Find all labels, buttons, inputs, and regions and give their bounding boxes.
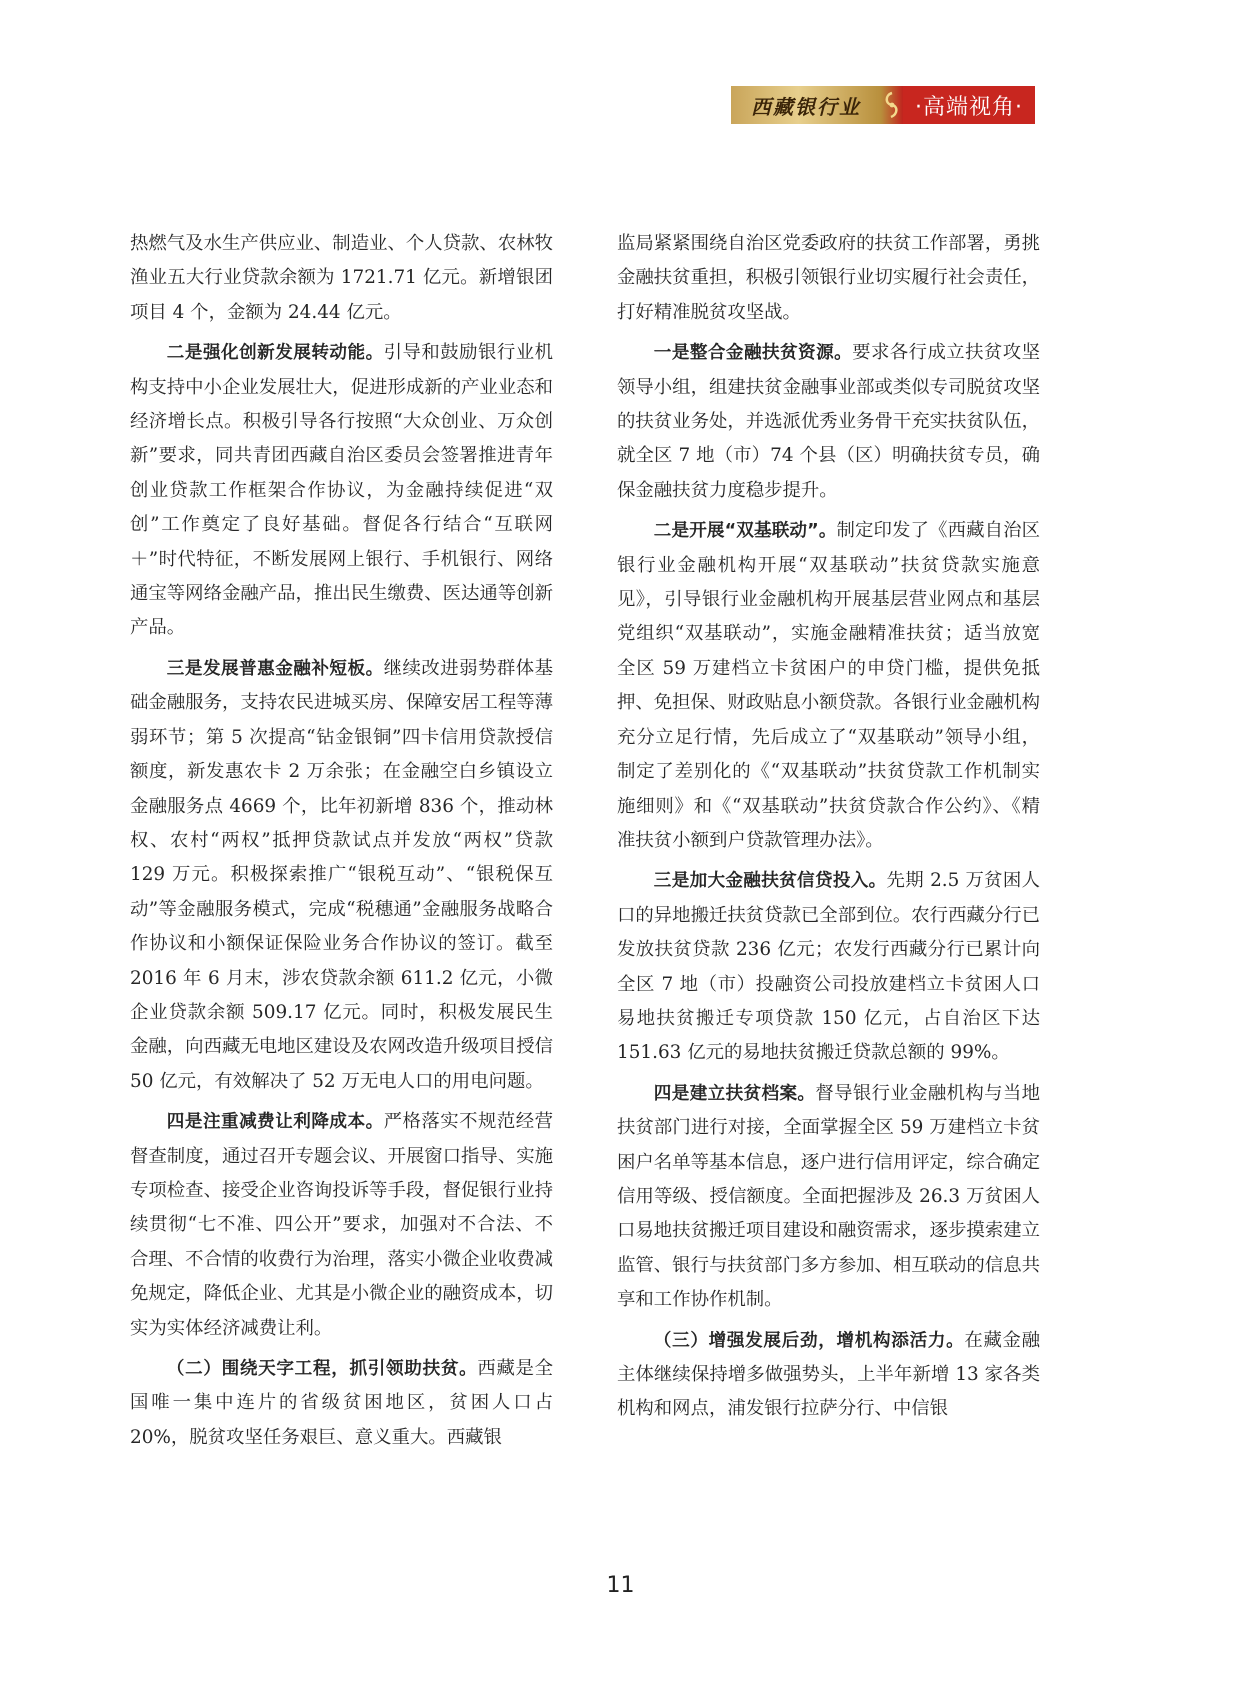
paragraph-lead: 四是建立扶贫档案。 [653, 1083, 816, 1104]
paragraph-text: 制定印发了《西藏自治区银行业金融机构开展“双基联动”扶贫贷款实施意见》，引导银行业金融机构开展基层营业网点和基层党组织“双基联动”，实施金融精准扶贫；适当放宽全区 59 万建档立卡贫困户的申贷门槛，提供免抵押、免担保、财政贴息小额贷款。各银行业金融机构充分立足行情，先后成立了“双基联动”领导小组，制定了差别化的《“双基联动”扶贫贷款工作机制实施细则》和《“双基联动”扶贫贷款合作公约》、《精准扶贫小额到户贷款管理办法》。 [617, 520, 1040, 851]
paragraph [617, 1324, 1040, 1427]
header-banner [731, 86, 1035, 124]
page-number: 11 [606, 1573, 635, 1598]
paragraph-lead: 二是强化创新发展转动能。 [166, 343, 384, 364]
paragraph-text: 要求各行成立扶贫攻坚领导小组，组建扶贫金融事业部或类似专司脱贫攻坚的扶贫业务处，并选派优秀业务骨干充实扶贫队伍，就全区 7 地（市）74 个县（区）明确扶贫专员，确保金融扶贫力度稳步提升。 [617, 342, 1040, 501]
right-column [617, 227, 1040, 1433]
paragraph-text: 先期 2.5 万贫困人口的异地搬迁扶贫贷款已全部到位。农行西藏分行已发放扶贫贷款 236 亿元；农发行西藏分行已累计向全区 7 地（市）投融资公司投放建档立卡贫困人口易地扶贫搬迁专项贷款 150 亿元，占自治区下达 151.63 亿元的易地扶贫搬迁贷款总额的 99%。 [617, 870, 1040, 1064]
left-column [130, 227, 553, 1461]
paragraph-text: 监局紧紧围绕自治区党委政府的扶贫工作部署，勇挑金融扶贫重担，积极引领银行业切实履行社会责任，打好精准脱贫攻坚战。 [617, 233, 1040, 323]
paragraph [617, 864, 1040, 1070]
paragraph-lead: 四是注重减费让利降成本。 [166, 1112, 384, 1133]
paragraph [617, 514, 1040, 858]
paragraph-lead: 三是加大金融扶贫信贷投入。 [653, 871, 887, 892]
paragraph [617, 227, 1040, 330]
brand-logo-text: 西藏银行业 [751, 94, 861, 119]
paragraph [130, 1352, 553, 1455]
paragraph-text: 引导和鼓励银行业机构支持中小企业发展壮大，促进形成新的产业业态和经济增长点。积极引导各行按照“大众创业、万众创新”要求，同共青团西藏自治区委员会签署推进青年创业贷款工作框架合作协议，为金融持续促进“双创”工作奠定了良好基础。督促各行结合“互联网＋”时代特征，不断发展网上银行、手机银行、网络通宝等网络金融产品，推出民生缴费、医达通等创新产品。 [130, 342, 553, 639]
paragraph [617, 336, 1040, 508]
paragraph [130, 652, 553, 1099]
paragraph-text: 热燃气及水生产供应业、制造业、个人贷款、农林牧渔业五大行业贷款余额为 1721.71 亿元。新增银团项目 4 个，金额为 24.44 亿元。 [130, 233, 553, 323]
paragraph-lead: （二）围绕天字工程，抓引领助扶贫。 [166, 1359, 478, 1379]
paragraph-text: 在藏金融主体继续保持增多做强势头，上半年新增 13 家各类机构和网点，浦发银行拉萨分行、中信银 [617, 1329, 1040, 1420]
section-label-text: ·高端视角· [915, 94, 1023, 120]
paragraph-text: 西藏是全国唯一集中连片的省级贫困地区，贫困人口占 20%，脱贫攻坚任务艰巨、意义重大。西藏银 [130, 1358, 553, 1448]
paragraph [130, 336, 553, 646]
paragraph [130, 1105, 553, 1346]
paragraph [617, 1077, 1040, 1318]
scroll-ornament-icon [881, 86, 903, 124]
paragraph [130, 227, 553, 330]
paragraph-lead: 一是整合金融扶贫资源。 [653, 343, 853, 364]
paragraph-lead: 二是开展“双基联动”。 [653, 521, 837, 542]
paragraph-text: 严格落实不规范经营督查制度，通过召开专题会议、开展窗口指导、实施专项检查、接受企业咨询投诉等手段，督促银行业持续贯彻“七不准、四公开”要求，加强对不合法、不合理、不合情的收费行为治理，落实小微企业收费减免规定，降低企业、尤其是小微企业的融资成本，切实为实体经济减费让利。 [130, 1111, 553, 1339]
paragraph-lead: （三）增强发展后劲，增机构添活力。 [653, 1330, 965, 1351]
paragraph-lead: 三是发展普惠金融补短板。 [166, 658, 384, 679]
brand-logo [731, 86, 881, 124]
paragraph-text: 督导银行业金融机构与当地扶贫部门进行对接，全面掌握全区 59 万建档立卡贫困户名单等基本信息，逐户进行信用评定，综合确定信用等级、授信额度。全面把握涉及 26.3 万贫困人口易地扶贫搬迁项目建设和融资需求，逐步摸索建立监管、银行与扶贫部门多方参加、相互联动的信息共享和工作协作机制。 [617, 1082, 1040, 1311]
paragraph-text: 继续改进弱势群体基础金融服务，支持农民进城买房、保障安居工程等薄弱环节；第 5 次提高“钻金银铜”四卡信用贷款授信额度，新发惠农卡 2 万余张；在金融空白乡镇设立金融服务点 4669 个，比年初新增 836 个，推动林权、农村“两权”抵押贷款试点并发放“两权”贷款 129 万元。积极探索推广“银税互动”、“银税保互动”等金融服务模式，完成“税穗通”金融服务战略合作协议和小额保证保险业务合作协议的签订。截至 2016 年 6 月末，涉农贷款余额 611.2 亿元，小微企业贷款余额 509.17 亿元。同时，积极发展民生金融，向西藏无电地区建设及农网改造升级项目授信 50 亿元，有效解决了 52 万无电人口的用电问题。 [130, 657, 553, 1092]
section-label [903, 86, 1035, 124]
